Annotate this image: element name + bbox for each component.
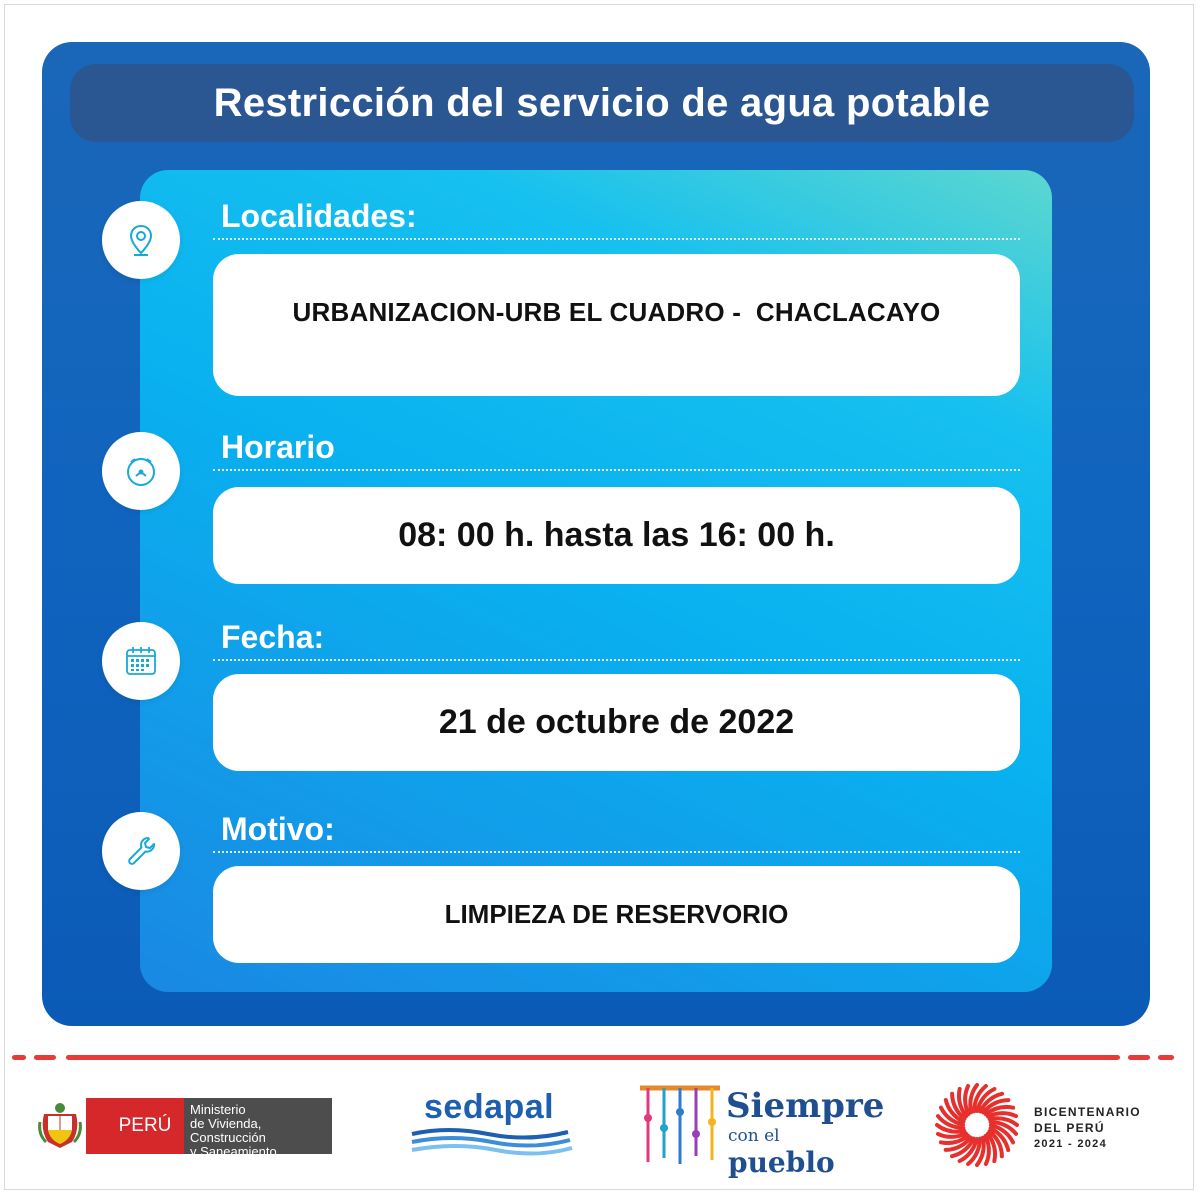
sedapal-wordmark: sedapal (424, 1088, 555, 1126)
section-divider (213, 469, 1020, 471)
footer-divider (66, 1055, 1120, 1060)
ministry-line-2: de Vivienda, Construcción (190, 1116, 266, 1145)
divider-dash (1158, 1055, 1174, 1060)
sedapal-logo (408, 1088, 574, 1158)
value-fecha (213, 674, 1020, 771)
value-motivo-text: LIMPIEZA DE RESERVORIO (444, 899, 789, 929)
peru-label: PERÚ (118, 1115, 172, 1136)
con-el-label: con el (728, 1126, 780, 1146)
section-divider (213, 659, 1020, 661)
title-bar (70, 64, 1134, 142)
siempre-label: Siempre (726, 1086, 885, 1126)
value-localidades-text: URBANIZACION-URB EL CUADRO - CHACLACAYO (292, 297, 941, 327)
section-divider (213, 238, 1020, 240)
wrench-icon (102, 812, 180, 890)
value-fecha-text: 21 de octubre de 2022 (438, 703, 795, 741)
ministry-logo (38, 1098, 332, 1159)
threads-icon (638, 1082, 722, 1166)
bicentenario-line-1: BICENTENARIO (1034, 1105, 1141, 1119)
siempre-con-el-pueblo-logo (638, 1080, 885, 1179)
water-waves-icon (408, 1126, 574, 1156)
section-label-fecha: Fecha: (221, 619, 325, 655)
bicentenario-line-3: 2021 - 2024 (1034, 1138, 1108, 1150)
value-horario (213, 487, 1020, 584)
bicentenario-logo (934, 1082, 1160, 1168)
bicentenario-spiral-icon (934, 1082, 1020, 1168)
value-horario-text: 08: 00 h. hasta las 16: 00 h. (398, 516, 835, 554)
divider-dash (12, 1055, 26, 1060)
location-pin-icon (102, 201, 180, 279)
value-localidades (213, 254, 1020, 396)
ministry-line-3: y Saneamiento (190, 1144, 277, 1159)
calendar-icon (102, 622, 180, 700)
page-title: Restricción del servicio de agua potable (213, 80, 991, 125)
section-divider (213, 851, 1020, 853)
section-label-horario: Horario (221, 429, 335, 465)
pueblo-label: pueblo (728, 1146, 835, 1179)
bicentenario-line-2: DEL PERÚ (1034, 1121, 1105, 1135)
section-label-motivo: Motivo: (221, 811, 335, 847)
section-label-localidades: Localidades: (221, 198, 417, 234)
value-motivo (213, 866, 1020, 963)
ministry-line-1: Ministerio (190, 1102, 246, 1117)
divider-dash (34, 1055, 56, 1060)
divider-dash (1128, 1055, 1150, 1060)
coat-of-arms-icon (38, 1100, 82, 1150)
clock-icon (102, 432, 180, 510)
